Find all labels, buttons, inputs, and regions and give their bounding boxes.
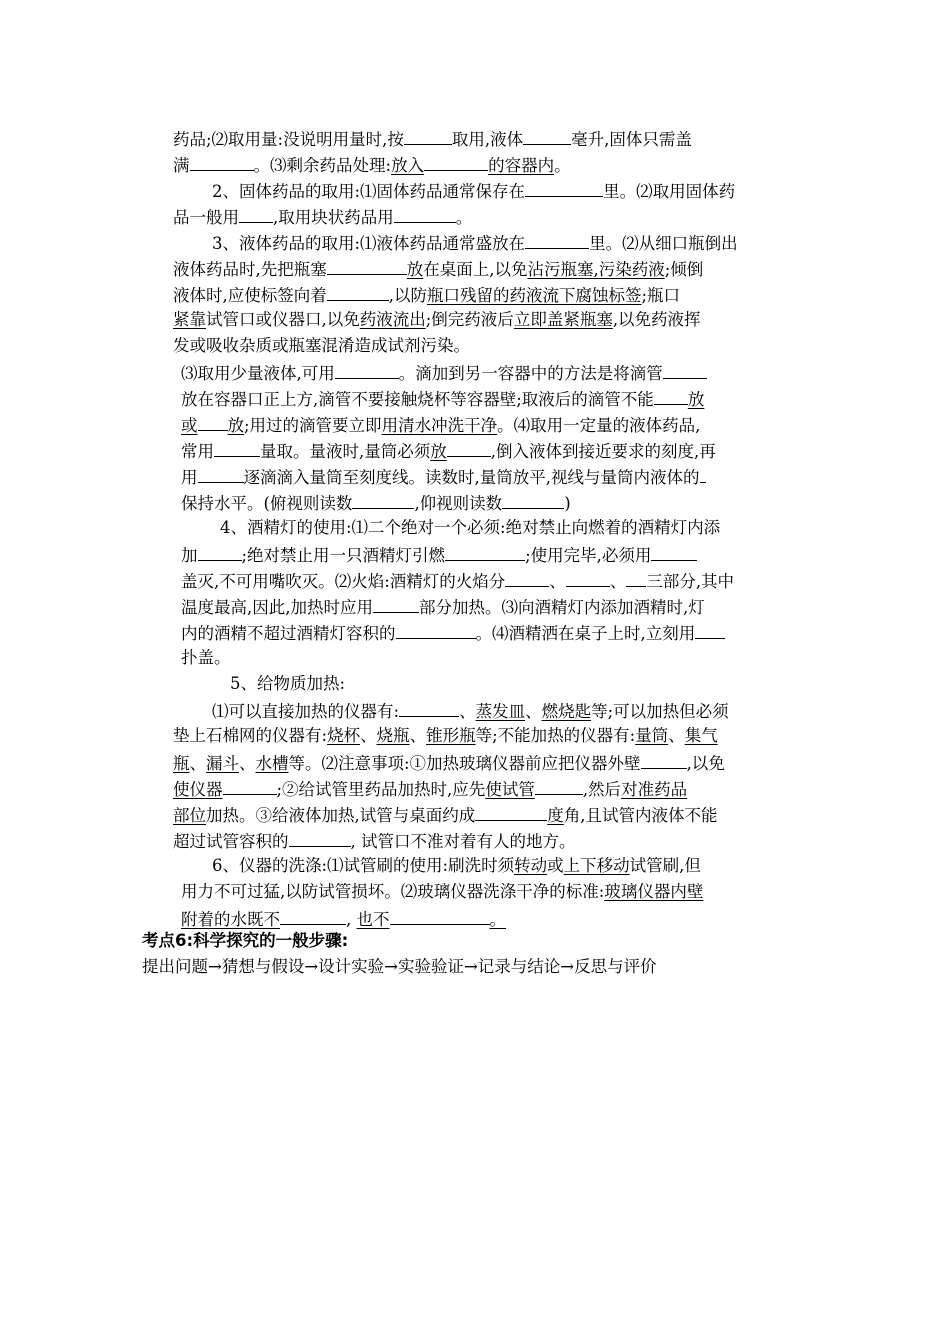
fill-in-blank: [654, 387, 688, 405]
text-segment: 、: [239, 754, 256, 773]
text-segment: ;②给试管里药品加热时,应先: [276, 780, 486, 799]
underlined-answer: 或: [181, 416, 198, 435]
text-line: [181, 387, 704, 409]
text-line: [173, 725, 718, 747]
fill-in-blank: [525, 231, 589, 249]
text-segment: 、: [360, 726, 377, 745]
text-line: [212, 855, 701, 877]
text-segment: ,以免药液挥: [612, 310, 701, 329]
text-segment: 满: [173, 156, 190, 175]
text-segment: 试管刷,但: [629, 856, 701, 875]
text-line: [173, 829, 576, 851]
text-line: [173, 283, 680, 305]
text-line: [220, 517, 720, 539]
fill-in-blank: [502, 491, 564, 509]
text-line: [181, 465, 706, 487]
text-line: [173, 153, 571, 175]
fill-in-blank: [335, 361, 399, 379]
text-segment: ,然后: [582, 780, 622, 799]
underlined-answer: 药液流出: [359, 310, 426, 329]
text-segment: ;绝对禁止用一只酒精灯引燃: [241, 546, 446, 565]
text-segment: 4、酒精灯的使用:⑴二个绝对一个必须:绝对禁止向燃着的酒精灯内添: [220, 518, 721, 537]
text-line: [181, 543, 697, 565]
text-segment: ,倒入液体到接近要求的刻度,再: [490, 442, 716, 461]
text-segment: 药品;⑵取用量:没说明用量时,按: [173, 130, 404, 149]
text-line: [212, 179, 735, 201]
text-line: [181, 413, 700, 435]
underlined-answer: 放: [430, 442, 447, 461]
text-segment: ;瓶口: [641, 286, 681, 305]
text-segment: 、: [525, 702, 542, 721]
text-line: [142, 956, 657, 978]
fill-in-blank: [394, 205, 456, 223]
text-line: [181, 569, 734, 591]
text-segment: ⑴可以直接加热的仪器有:: [212, 702, 400, 721]
underlined-answer: 瓶口残留的药液流下腐蚀标签: [427, 286, 642, 305]
fill-in-blank: [700, 465, 706, 483]
text-segment: ): [564, 494, 571, 513]
text-segment: ,以免: [686, 754, 725, 773]
fill-in-blank: [475, 803, 547, 821]
text-segment: 等;可以加热但必须: [591, 702, 729, 721]
text-line: [181, 439, 716, 461]
text-segment: 。⑷取用一定量的液体药品,: [497, 416, 701, 435]
text-line: [212, 231, 738, 253]
text-segment: 超过试管容积的: [173, 832, 289, 851]
underlined-answer: 上下移动: [563, 856, 630, 875]
text-segment: ,以防: [388, 286, 427, 305]
text-segment: 量取。量液时,量筒必须: [260, 442, 431, 461]
section-heading: [142, 930, 348, 952]
fill-in-blank: [373, 595, 419, 613]
fill-in-blank: [327, 257, 407, 275]
text-segment: 扑盖。: [181, 648, 231, 667]
text-segment: 加: [181, 546, 198, 565]
text-segment: ,取用块状药品用: [273, 208, 394, 227]
underlined-answer: 沾污瓶塞,污染药液: [527, 260, 665, 279]
underlined-answer: 烧杯: [327, 726, 361, 745]
text-segment: 液体时,应使标签向着: [173, 286, 327, 305]
fill-in-blank: [651, 543, 697, 561]
text-segment: 、: [459, 702, 476, 721]
text-segment: 保持水平。(俯视则读数: [181, 494, 353, 513]
fill-in-blank: [198, 465, 244, 483]
text-segment: ;倒完药液后: [425, 310, 514, 329]
fill-in-blank: [239, 205, 273, 223]
underlined-answer: 。: [489, 910, 506, 929]
text-segment: 提出问题→猜想与假设→设计实验→实验验证→记录与结论→反思与评价: [142, 957, 657, 976]
underlined-answer: 放: [406, 260, 424, 279]
text-segment: 垫上石棉网的仪器有:: [173, 726, 328, 745]
text-line: [230, 673, 345, 695]
text-line: [181, 595, 705, 617]
fill-in-blank: [525, 179, 603, 197]
text-segment: 、: [549, 572, 566, 591]
text-line: [173, 205, 472, 227]
text-segment: ⑶取用少量液体,可用: [181, 364, 335, 383]
underlined-answer: 度: [547, 806, 564, 825]
text-segment: 用: [181, 468, 198, 487]
fill-in-blank: [198, 543, 242, 561]
text-segment: 加热。③给液体加热,试管与桌面约成: [206, 806, 476, 825]
fill-in-blank: [289, 829, 351, 847]
text-line: [181, 361, 707, 383]
fill-in-blank: [445, 543, 525, 561]
text-segment: 。: [554, 156, 571, 175]
text-segment: 用力不可过猛,以防试管损坏。⑵玻璃仪器洗涤干净的标准:: [181, 882, 605, 901]
text-segment: 等;不能加热的仪器有:: [475, 726, 636, 745]
underlined-answer: 燃烧匙: [541, 702, 592, 721]
underlined-answer: 玻璃仪器内壁: [604, 882, 704, 901]
underlined-answer: 用清水冲洗干净: [381, 416, 498, 435]
text-line: [173, 777, 687, 799]
text-segment: 、: [189, 754, 206, 773]
text-line: [173, 335, 470, 357]
text-segment: ;倾倒: [664, 260, 704, 279]
text-segment: 。⑶剩余药品处理:: [253, 156, 392, 175]
text-line: [173, 257, 703, 279]
fill-in-blank: [641, 751, 687, 769]
text-segment: 三部分,其中: [646, 572, 735, 591]
underlined-answer: 的容器内: [488, 156, 555, 175]
text-segment: 3、液体药品的取用:⑴液体药品通常盛放在: [212, 234, 526, 253]
text-segment: 温度最高,因此,加热时应用: [181, 598, 373, 617]
text-line: [181, 881, 703, 903]
fill-in-blank: [396, 621, 476, 639]
fill-in-blank: [695, 621, 725, 639]
underlined-answer: 对准药品: [621, 780, 688, 799]
text-segment: 毫升,固体只需盖: [571, 130, 692, 149]
underlined-answer: 量筒: [635, 726, 669, 745]
text-line: [181, 491, 571, 513]
text-segment: 等。⑵注意事项:①加热玻璃仪器前应把仪器外壁: [288, 754, 641, 773]
text-segment: 、: [409, 726, 427, 745]
fill-in-blank: [523, 127, 571, 145]
text-segment: 在桌面上,以免: [423, 260, 528, 279]
fill-in-blank: [505, 569, 549, 587]
text-segment: ;使用完毕,必须用: [525, 546, 652, 565]
text-segment: 2、固体药品的取用:⑴固体药品通常保存在: [212, 182, 526, 201]
underlined-answer: 也不: [356, 910, 390, 929]
text-segment: 。滴加到另一容器中的方法是将滴管: [398, 364, 663, 383]
underlined-answer: 使试管: [485, 780, 535, 799]
underlined-answer: 水槽: [255, 754, 289, 773]
underlined-answer: 放入: [391, 156, 425, 175]
text-segment: 角,且试管内液体不能: [563, 806, 718, 825]
underlined-answer: 使仪器: [173, 780, 223, 799]
fill-in-blank: [404, 127, 452, 145]
text-segment: 。⑷酒精洒在桌子上时,立刻用: [475, 624, 696, 643]
underlined-answer: 瓶: [173, 754, 190, 773]
text-line: [181, 907, 506, 929]
fill-in-blank: [566, 569, 610, 587]
text-line: [212, 699, 729, 721]
text-segment: 逐滴滴入量筒至刻度线。读数时,量筒放平,视线与量筒内液体的: [243, 468, 700, 487]
fill-in-blank: [390, 907, 490, 925]
text-segment: 常用: [181, 442, 214, 461]
text-segment: 放在容器口正上方,滴管不要接触烧杯等容器壁;取液后的滴管不能: [181, 390, 654, 409]
text-segment: 里。⑵取用固体药: [603, 182, 736, 201]
fill-in-blank: [190, 153, 254, 171]
text-segment: 液体药品时,先把瓶塞: [173, 260, 327, 279]
text-line: [181, 647, 231, 669]
underlined-answer: 部位: [173, 806, 206, 825]
underlined-answer: 蒸发皿: [475, 702, 526, 721]
text-segment: 、: [609, 572, 627, 591]
fill-in-blank: [280, 907, 346, 925]
underlined-answer: 立即盖紧瓶塞: [513, 310, 613, 329]
text-segment: 内的酒精不超过酒精灯容积的: [181, 624, 396, 643]
underlined-answer: 烧瓶: [376, 726, 410, 745]
fill-in-blank: [535, 777, 583, 795]
fill-in-blank: [198, 413, 228, 431]
underlined-answer: 锥形瓶: [426, 726, 476, 745]
fill-in-blank: [399, 699, 459, 717]
underlined-answer: 放: [227, 416, 244, 435]
text-segment: 里。⑵从细口瓶倒出: [589, 234, 738, 253]
text-segment: 取用,液体: [451, 130, 524, 149]
underlined-answer: 紧靠: [173, 310, 206, 329]
text-segment: ,仰视则读数: [414, 494, 503, 513]
text-segment: 部分加热。⑶向酒精灯内添加酒精时,灯: [419, 598, 705, 617]
fill-in-blank: [327, 283, 389, 301]
text-segment: 6、仪器的洗涤:⑴试管刷的使用:刷洗时须: [212, 856, 515, 875]
text-segment: 试管口或仪器口,以免: [206, 310, 360, 329]
text-segment: 或: [547, 856, 564, 875]
underlined-answer: 放: [687, 390, 705, 409]
text-segment: 品一般用: [173, 208, 239, 227]
text-segment: 发或吸收杂质或瓶塞混淆造成试剂污染。: [173, 336, 470, 355]
text-segment: 盖灭,不可用嘴吹灭。⑵火焰:酒精灯的火焰分: [181, 572, 506, 591]
underlined-answer: 漏斗: [206, 754, 239, 773]
underlined-answer: 附着的水既不: [181, 910, 280, 929]
text-segment: 5、给物质加热:: [230, 674, 346, 693]
fill-in-blank: [663, 361, 707, 379]
text-segment: ;用过的滴管要立即: [244, 416, 382, 435]
fill-in-blank: [352, 491, 414, 509]
text-line: [173, 803, 718, 825]
text-line: [173, 751, 725, 773]
text-segment: 。: [455, 208, 473, 227]
underlined-answer: 集气: [684, 726, 718, 745]
underlined-answer: 转动: [514, 856, 548, 875]
text-line: [173, 127, 692, 149]
text-segment: ,: [346, 910, 357, 929]
text-segment: 考点6:科学探究的一般步骤:: [142, 931, 349, 950]
fill-in-blank: [447, 439, 491, 457]
fill-in-blank: [424, 153, 488, 171]
text-segment: 、: [668, 726, 685, 745]
fill-in-blank: [214, 439, 260, 457]
fill-in-blank: [626, 569, 646, 587]
fill-in-blank: [223, 777, 277, 795]
text-line: [173, 309, 701, 331]
text-segment: , 试管口不准对着有人的地方。: [350, 832, 576, 851]
text-line: [181, 621, 725, 643]
